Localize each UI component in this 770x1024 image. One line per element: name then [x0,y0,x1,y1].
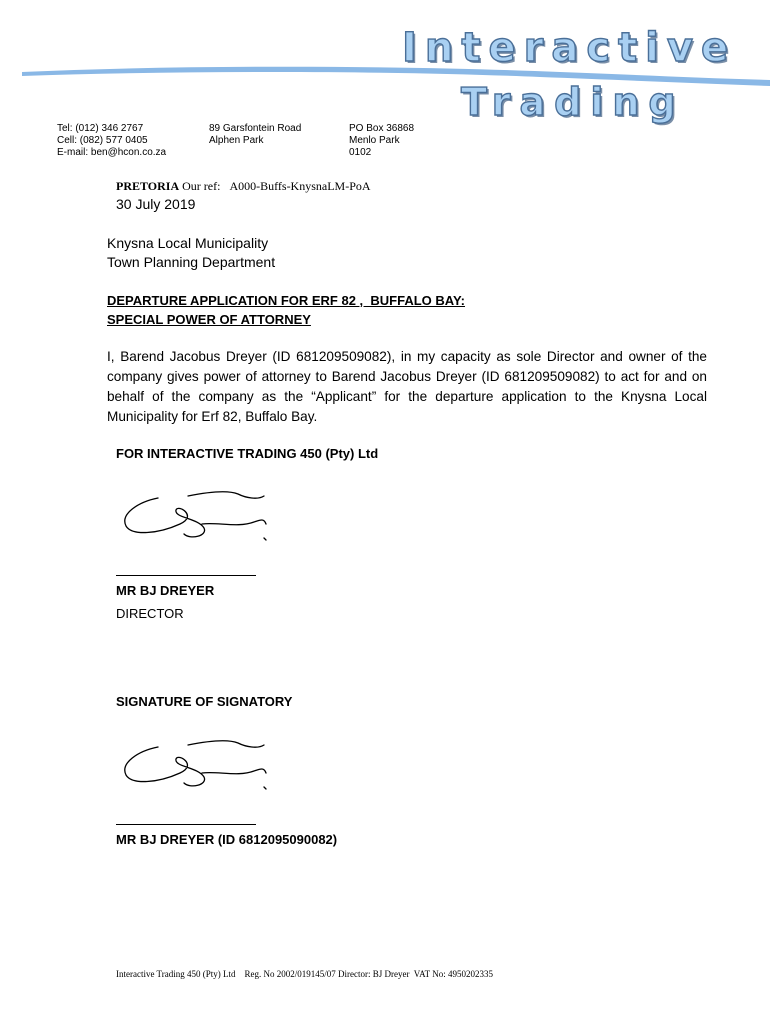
signatory-name-1: MR BJ DREYER [116,583,215,598]
tel-line: Tel: (012) 346 2767 [57,123,144,134]
signatory-name-2: MR BJ DREYER (ID 6812095090082) [116,832,338,847]
body-paragraph: I, Barend Jacobus Dreyer (ID 681209509082), in my capacity as sole Director and owner of the company gives power of attorney to Barend Jacobus Dreyer (ID 681209509082) to act for and on behalf of the company as the “Applicant” for the departure application to the Knysna Local Municipality for Erf 82, Buffalo Bay. [107,349,707,424]
logo-word-interactive: Interactive [402,25,737,71]
email-line: E-mail: ben@hcon.co.za [57,147,167,158]
postal-line-1: PO Box 36868 [349,123,415,134]
signature-image-2 [118,737,278,797]
logo-word-trading: Trading [461,80,685,124]
cell-line: Cell: (082) 577 0405 [57,135,148,146]
postal-line-3: 0102 [349,147,372,158]
signatory-title: DIRECTOR [116,606,184,621]
reference-label: Our ref: [182,179,221,193]
street-address [209,123,301,147]
reference-value: A000-Buffs-KnysnaLM-PoA [229,179,371,193]
signature-line-1 [116,575,256,576]
street-line-1: 89 Garsfontein Road [209,123,302,134]
contact-phones [57,123,166,159]
signature-heading-signatory: SIGNATURE OF SIGNATORY [116,694,293,709]
street-line-2: Alphen Park [209,135,264,146]
addressee-line-2: Town Planning Department [107,254,276,270]
signature-heading-company: FOR INTERACTIVE TRADING 450 (Pty) Ltd [116,446,379,461]
subject-line-1: DEPARTURE APPLICATION FOR ERF 82 , BUFFALO BAY: [107,293,466,308]
page-footer: Interactive Trading 450 (Pty) Ltd Reg. No 2002/019145/07 Director: BJ Dreyer VAT No: 4950202335 [116,969,493,979]
signature-image-1 [118,488,278,548]
reference-city: PRETORIA [116,179,180,193]
postal-line-2: Menlo Park [349,135,400,146]
reference-line [116,179,371,194]
postal-address [349,123,414,159]
letter-date: 30 July 2019 [116,196,196,212]
signature-line-2 [116,824,256,825]
addressee-line-1: Knysna Local Municipality [107,235,269,251]
subject [107,291,465,329]
addressee [107,234,275,272]
subject-line-2: SPECIAL POWER OF ATTORNEY [107,312,311,327]
